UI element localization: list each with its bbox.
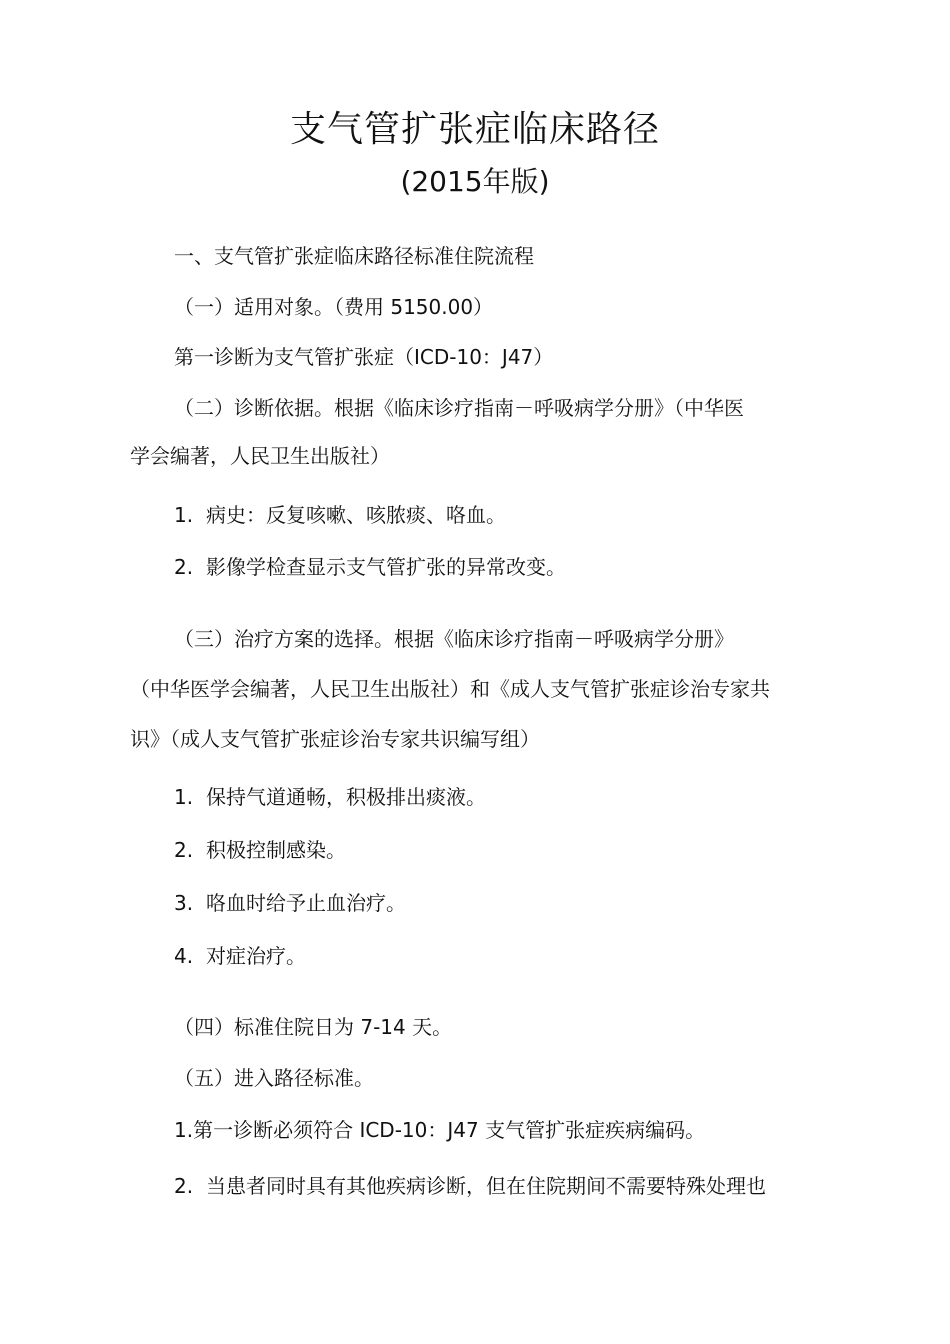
- list-item: [174, 1170, 766, 1202]
- list-item: [174, 940, 306, 972]
- list-item-number: 1.: [174, 503, 194, 527]
- list-item-number: 2.: [174, 555, 194, 579]
- section-heading-1: 一、支气管扩张症临床路径标准住院流程: [174, 244, 534, 268]
- list-item-number: 1.: [174, 785, 194, 809]
- subsection-hospital-stay: （四）标准住院日为 7-14 天。: [174, 1015, 453, 1039]
- document-title: 支气管扩张症临床路径: [289, 109, 660, 150]
- list-item: [174, 551, 566, 583]
- subsection-diagnosis-basis-continued: 学会编著，人民卫生出版社）: [130, 444, 390, 468]
- list-item-text: 当患者同时具有其他疾病诊断，但在住院期间不需要特殊处理也: [206, 1174, 766, 1198]
- list-item-text: 咯血时给予止血治疗。: [206, 891, 406, 915]
- paragraph-entry-criterion-1: 1.第一诊断必须符合 ICD-10：J47 支气管扩张症疾病编码。: [174, 1118, 706, 1142]
- list-item-number: 4.: [174, 944, 194, 968]
- list-item: [174, 781, 486, 813]
- list-item: [174, 499, 506, 531]
- subsection-diagnosis-basis: （二）诊断依据。根据《临床诊疗指南－呼吸病学分册》（中华医: [174, 396, 744, 420]
- list-item-number: 2.: [174, 1174, 194, 1198]
- list-item-text: 保持气道通畅，积极排出痰液。: [206, 785, 486, 809]
- list-item-text: 病史：反复咳嗽、咳脓痰、咯血。: [206, 503, 506, 527]
- list-item-text: 影像学检查显示支气管扩张的异常改变。: [206, 555, 566, 579]
- subsection-treatment-plan-continued: 识》（成人支气管扩张症诊治专家共识编写组）: [130, 727, 540, 751]
- paragraph-first-diagnosis: 第一诊断为支气管扩张症（ICD-10：J47）: [174, 345, 554, 369]
- list-item-number: 2.: [174, 838, 194, 862]
- list-item-text: 积极控制感染。: [206, 838, 346, 862]
- document-edition: (2015年版): [400, 165, 550, 198]
- subsection-treatment-plan-continued: （中华医学会编著，人民卫生出版社）和《成人支气管扩张症诊治专家共: [130, 677, 770, 701]
- list-item: [174, 834, 346, 866]
- list-item: [174, 887, 406, 919]
- list-item-text: 对症治疗。: [206, 944, 306, 968]
- subsection-applicable-objects: （一）适用对象。（费用 5150.00）: [174, 295, 494, 319]
- subsection-entry-criteria: （五）进入路径标准。: [174, 1066, 374, 1090]
- subsection-treatment-plan: （三）治疗方案的选择。根据《临床诊疗指南－呼吸病学分册》: [174, 627, 734, 651]
- list-item-number: 3.: [174, 891, 194, 915]
